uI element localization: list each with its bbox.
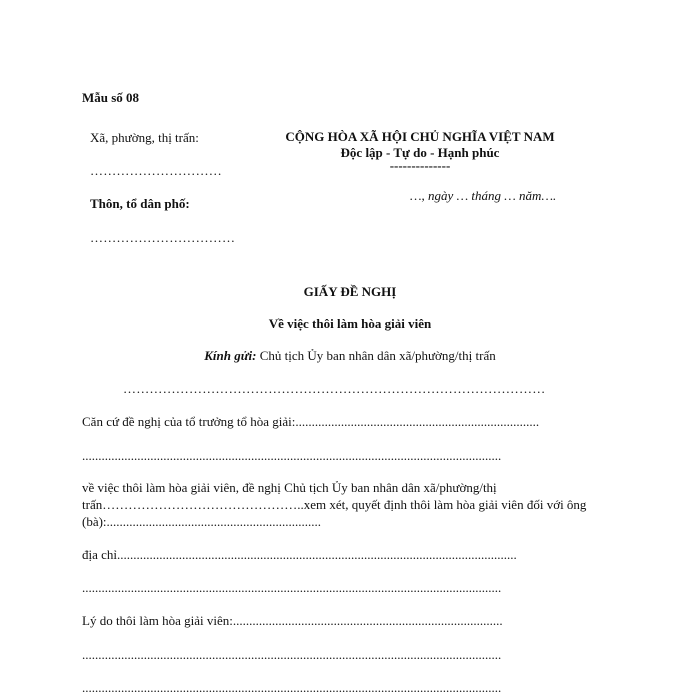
body-line-5: (bà):.................................................................. bbox=[82, 514, 322, 529]
body-line-3: về việc thôi làm hòa giải viên, đề nghị Chủ tịch Ủy ban nhân dân xã/phường/thị bbox=[82, 480, 497, 495]
national-title: CỘNG HÒA XÃ HỘI CHỦ NGHĨA VIỆT NAM bbox=[285, 129, 555, 144]
form-number: Mẫu số 08 bbox=[82, 90, 140, 105]
hamlet-label: Thôn, tổ dân phố: bbox=[90, 196, 190, 211]
recipient-text: Chủ tịch Ủy ban nhân dân xã/phường/thị trấn bbox=[256, 348, 496, 363]
body-line-6: địa chỉ........................................................................................................................... bbox=[82, 547, 517, 562]
commune-dots: ………………………… bbox=[90, 163, 222, 178]
body-line-8: Lý do thôi làm hòa giải viên:................................................................................... bbox=[82, 613, 503, 628]
body-line-9: ................................................................................................................................. bbox=[82, 647, 502, 662]
commune-label: Xã, phường, thị trấn: bbox=[90, 130, 199, 145]
hamlet-dots: …………………………… bbox=[90, 230, 236, 245]
recipient-line bbox=[0, 348, 700, 364]
date-line: …, ngày … tháng … năm…. bbox=[410, 188, 557, 203]
recipient-dots: …………………………………………………………………………………… bbox=[123, 381, 546, 396]
body-line-4: trấn………………………………………..xem xét, quyết định thôi làm hòa giải viên đối với ông bbox=[82, 497, 587, 512]
body-line-1: Căn cứ đề nghị của tổ trưởng tổ hòa giải:........................................................................... bbox=[82, 414, 540, 429]
body-line-2: ................................................................................................................................. bbox=[82, 448, 502, 463]
body-line-7: ................................................................................................................................. bbox=[82, 580, 502, 595]
document-subtitle: Về việc thôi làm hòa giải viên bbox=[268, 316, 432, 331]
body-line-10: ................................................................................................................................. bbox=[82, 680, 502, 695]
national-divider: -------------- bbox=[389, 158, 451, 173]
document-title: GIẤY ĐỀ NGHỊ bbox=[303, 284, 397, 299]
national-motto: Độc lập - Tự do - Hạnh phúc bbox=[340, 145, 500, 160]
recipient-label: Kính gửi: bbox=[204, 348, 257, 363]
